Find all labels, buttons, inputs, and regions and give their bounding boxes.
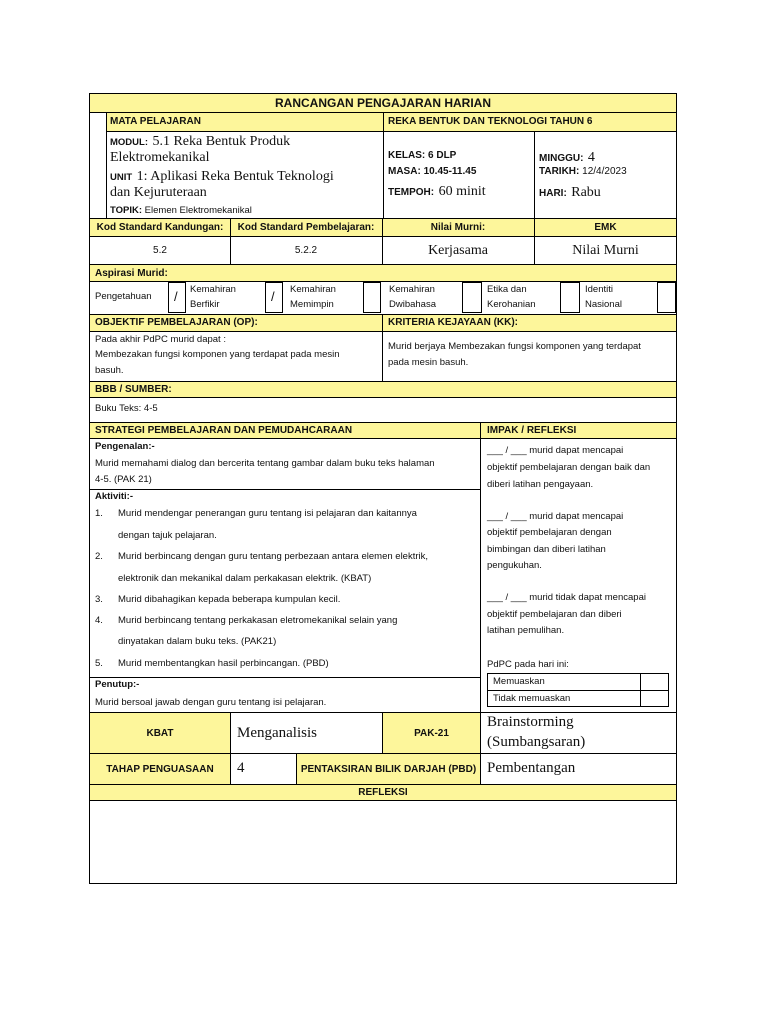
- aspirasi-item-5-l1: Identiti: [585, 284, 613, 295]
- standards-value-1: 5.2.2: [294, 245, 318, 256]
- standards-value-0: 5.2: [153, 245, 167, 256]
- aspirasi-item-3-l2: Dwibahasa: [389, 299, 436, 310]
- standards-header-3: EMK: [594, 222, 617, 233]
- objektif-line-3: basuh.: [95, 365, 124, 376]
- aktiviti-num-5: 5.: [95, 658, 103, 669]
- kbat-value: Menganalisis: [237, 724, 317, 741]
- refleksi-area[interactable]: [90, 801, 676, 883]
- aspirasi-item-5-l2: Nasional: [585, 299, 622, 310]
- aspirasi-mark-1: /: [271, 289, 275, 304]
- modul-line: MODUL: 5.1 Reka Bentuk Produk: [110, 134, 291, 149]
- impak-r2-l2: objektif pembelajaran dengan: [487, 527, 612, 538]
- tahap-value: 4: [237, 759, 245, 776]
- aktiviti-num-2: 2.: [95, 551, 103, 562]
- aktiviti-num-3: 3.: [95, 594, 103, 605]
- aspirasi-item-4-l2: Kerohanian: [487, 299, 536, 310]
- aktiviti-item-3-l1: Murid dibahagikan kepada beberapa kumpulan kecil.: [118, 594, 341, 605]
- pbd-value: Pembentangan: [487, 759, 576, 776]
- refleksi-label: REFLEKSI: [90, 785, 676, 800]
- standards-value-2: Kerjasama: [428, 242, 488, 258]
- kriteria-label: KRITERIA KEJAYAAN (KK):: [388, 317, 519, 328]
- aktiviti-label: Aktiviti:-: [95, 491, 133, 502]
- aspirasi-item-2-l1: Kemahiran: [290, 284, 336, 295]
- kriteria-line-1: Murid berjaya Membezakan fungsi komponen yang terdapat: [388, 341, 641, 352]
- penutup-value: Murid bersoal jawab dengan guru tentang isi pelajaran.: [95, 697, 327, 708]
- aspirasi-item-1-l1: Kemahiran: [190, 284, 236, 295]
- tarikh-line: TARIKH: 12/4/2023: [539, 166, 627, 177]
- aktiviti-num-1: 1.: [95, 508, 103, 519]
- standards-header-0: Kod Standard Kandungan:: [96, 222, 224, 233]
- strategi-label: STRATEGI PEMBELAJARAN DAN PEMUDAHCARAAN: [95, 425, 353, 436]
- impak-r3-l1: ___ / ___ murid tidak dapat mencapai: [487, 592, 646, 603]
- impak-label: IMPAK / REFLEKSI: [487, 425, 577, 436]
- minggu-line: MINGGU: 4: [539, 150, 595, 165]
- standards-header-1: Kod Standard Pembelajaran:: [237, 222, 375, 233]
- aktiviti-item-2-l1: Murid berbincang dengan guru tentang perbezaan antara elemen elektrik,: [118, 551, 429, 562]
- pdpc-memuaskan: Memuaskan: [493, 676, 545, 687]
- aspirasi-item-4-l1: Etika dan: [487, 284, 527, 295]
- pak21-label: PAK-21: [383, 713, 480, 753]
- impak-r2-l4: pengukuhan.: [487, 560, 542, 571]
- hari-line: HARI: Rabu: [539, 185, 601, 200]
- aktiviti-item-1-l2: dengan tajuk pelajaran.: [118, 530, 217, 541]
- aktiviti-item-4-l2: dinyatakan dalam buku teks. (PAK21): [118, 636, 277, 647]
- aspirasi-item-0: Pengetahuan: [95, 291, 152, 302]
- impak-r2-l1: ___ / ___ murid dapat mencapai: [487, 511, 624, 522]
- penutup-label: Penutup:-: [95, 679, 140, 690]
- pengenalan-line-2: 4-5. (PAK 21): [95, 474, 152, 485]
- pbd-label: PENTAKSIRAN BILIK DARJAH (PBD): [297, 754, 480, 784]
- impak-r1-l1: ___ / ___ murid dapat mencapai: [487, 445, 624, 456]
- bbb-value: Buku Teks: 4-5: [95, 403, 158, 414]
- objektif-label: OBJEKTIF PEMBELAJARAN (OP):: [95, 317, 258, 328]
- aktiviti-item-5-l1: Murid membentangkan hasil perbincangan. (PBD): [118, 658, 329, 669]
- pak21-value-1: Brainstorming: [487, 714, 574, 730]
- standards-header-2: Nilai Murni:: [430, 222, 486, 233]
- pdpc-memuaskan-checkbox[interactable]: [641, 674, 668, 690]
- kbat-label: KBAT: [90, 713, 230, 753]
- pdpc-tidak-memuaskan-checkbox[interactable]: [641, 691, 668, 706]
- pdpc-tidak-memuaskan: Tidak memuaskan: [493, 693, 571, 704]
- aktiviti-item-4-l1: Murid berbincang tentang perkakasan eletromekanikal selain yang: [118, 615, 398, 626]
- kelas-line: KELAS: 6 DLP: [388, 150, 457, 161]
- aspirasi-mark-0: /: [174, 289, 178, 304]
- topik-line: TOPIK: Elemen Elektromekanikal: [110, 205, 252, 216]
- objektif-line-2: Membezakan fungsi komponen yang terdapat pada mesin: [95, 349, 340, 360]
- kriteria-line-2: pada mesin basuh.: [388, 357, 469, 368]
- impak-r3-l2: objektif pembelajaran dan diberi: [487, 609, 622, 620]
- standards-value-3: Nilai Murni: [572, 242, 639, 258]
- page-title: RANCANGAN PENGAJARAN HARIAN: [90, 94, 676, 112]
- tahap-label: TAHAP PENGUASAAN: [90, 754, 230, 784]
- unit-value-2: dan Kejuruteraan: [110, 185, 207, 200]
- unit-line: UNIT 1: Aplikasi Reka Bentuk Teknologi: [110, 169, 334, 184]
- objektif-line-1: Pada akhir PdPC murid dapat :: [95, 334, 226, 345]
- aspirasi-item-3-l1: Kemahiran: [389, 284, 435, 295]
- pengenalan-label: Pengenalan:-: [95, 441, 155, 452]
- bbb-label: BBB / SUMBER:: [90, 382, 676, 397]
- impak-r2-l3: bimbingan dan diberi latihan: [487, 544, 606, 555]
- aktiviti-num-4: 4.: [95, 615, 103, 626]
- aktiviti-item-2-l2: elektronik dan mekanikal dalam perkakasan elektrik. (KBAT): [118, 573, 372, 584]
- aspirasi-item-1-l2: Berfikir: [190, 299, 220, 310]
- pak21-value-2: (Sumbangsaran): [487, 734, 586, 750]
- pengenalan-line-1: Murid memahami dialog dan bercerita tentang gambar dalam buku teks halaman: [95, 458, 435, 469]
- impak-r1-l2: objektif pembelajaran dengan baik dan: [487, 462, 651, 473]
- impak-r1-l3: diberi latihan pengayaan.: [487, 479, 594, 490]
- aspirasi-label: Aspirasi Murid:: [90, 265, 676, 281]
- modul-value-2: Elektromekanikal: [110, 150, 210, 165]
- subject-value: REKA BENTUK DAN TEKNOLOGI TAHUN 6: [388, 116, 593, 127]
- masa-line: MASA: 10.45-11.45: [388, 166, 477, 177]
- tempoh-line: TEMPOH: 60 minit: [388, 184, 486, 199]
- pdpc-label: PdPC pada hari ini:: [487, 659, 569, 670]
- aspirasi-item-2-l2: Memimpin: [290, 299, 334, 310]
- aktiviti-item-1-l1: Murid mendengar penerangan guru tentang isi pelajaran dan kaitannya: [118, 508, 417, 519]
- impak-r3-l3: latihan pemulihan.: [487, 625, 565, 636]
- subject-label: MATA PELAJARAN: [110, 116, 201, 127]
